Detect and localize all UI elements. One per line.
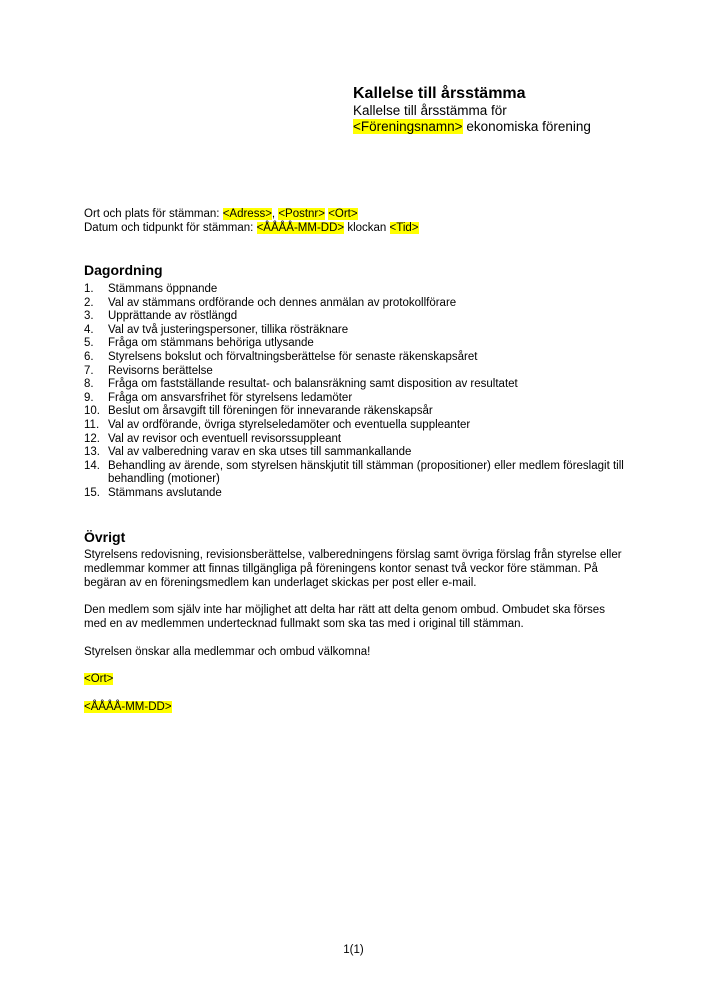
agenda-item-number: 11. — [84, 418, 100, 431]
agenda-item-text: Styrelsens bokslut och förvaltningsberättelse för senaste räkenskapsåret — [108, 350, 478, 363]
agenda-item — [84, 351, 624, 365]
agenda-item — [84, 392, 624, 406]
agenda-item-number: 1. — [84, 283, 94, 295]
agenda-item-number: 10. — [84, 405, 100, 418]
agenda-item — [84, 419, 624, 433]
signature-ort-placeholder: <Ort> — [84, 673, 114, 686]
clock-word: klockan — [344, 222, 390, 234]
agenda-item — [84, 378, 624, 392]
agenda-item — [84, 297, 624, 311]
proxy-paragraph: Den medlem som själv inte har möjlighet att delta har rätt att delta genom ombud. Ombudet ska förses med en av medlemmen undertecknad fullmakt som ska tas med i original till stämman. — [84, 604, 605, 630]
page-number: 1(1) — [343, 944, 364, 956]
agenda-item-number: 6. — [84, 350, 94, 363]
agenda-item-text: Behandling av ärende, som styrelsen hänskjutit till stämman (propositioner) eller medlem föreslagit till behandling (motioner) — [108, 459, 624, 486]
agenda-item-text: Val av revisor och eventuell revisorssuppleant — [108, 432, 342, 445]
meeting-details — [84, 207, 644, 235]
agenda-item-text: Val av valberedning varav en ska utses till sammankallande — [108, 446, 412, 459]
document-title: Kallelse till årsstämma — [353, 85, 526, 102]
agenda-item-text: Fråga om stämmans behöriga utlysande — [108, 337, 314, 350]
meeting-datetime-line — [84, 221, 644, 235]
agenda-item — [84, 310, 624, 324]
agenda-item-number: 4. — [84, 323, 94, 336]
agenda-item-number: 3. — [84, 310, 94, 323]
signature-date-placeholder: <ÅÅÅÅ-MM-DD> — [84, 700, 172, 713]
agenda-item-text: Revisorns berättelse — [108, 364, 213, 377]
time-placeholder: <Tid> — [389, 222, 419, 234]
meeting-place-line — [84, 207, 644, 221]
agenda-item-number: 8. — [84, 378, 94, 391]
agenda-item-text: Fråga om ansvarsfrihet för styrelsens ledamöter — [108, 391, 353, 404]
postnr-placeholder: <Postnr> — [278, 208, 325, 220]
agenda-item-text: Beslut om årsavgift till föreningen för innevarande räkenskapsår — [108, 405, 433, 418]
date-placeholder: <ÅÅÅÅ-MM-DD> — [256, 222, 345, 234]
agenda-item-number: 13. — [84, 446, 100, 459]
place-label: Ort och plats för stämman: — [84, 208, 223, 220]
association-name-placeholder: <Föreningsnamn> — [353, 119, 463, 134]
agenda-item-number: 9. — [84, 391, 94, 404]
agenda-item — [84, 283, 624, 297]
agenda-item-text: Val av två justeringspersoner, tillika rösträknare — [108, 323, 349, 336]
agenda-item-number: 14. — [84, 459, 100, 472]
title-block — [353, 84, 683, 135]
agenda-item-number: 5. — [84, 337, 94, 350]
agenda-item — [84, 365, 624, 379]
agenda-item-text: Stämmans öppnande — [108, 283, 218, 295]
agenda-list — [84, 283, 624, 501]
subtitle-line-2 — [353, 119, 683, 135]
agenda-item-text: Val av stämmans ordförande och dennes anmälan av protokollförare — [108, 296, 457, 309]
comma-separator: , — [271, 208, 279, 220]
agenda-item-number: 2. — [84, 296, 94, 309]
agenda-heading: Dagordning — [84, 262, 163, 278]
agenda-item — [84, 433, 624, 447]
agenda-item — [84, 487, 624, 501]
agenda-item — [84, 405, 624, 419]
agenda-item — [84, 446, 624, 460]
documents-paragraph: Styrelsens redovisning, revisionsberättelse, valberedningens förslag samt övriga förslag från styrelse eller medlemmar kommer att finnas tillgängliga på föreningens kontor senast två veckor före stämman. På begäran av en föreningsmedlem kan underlaget skickas per post eller e-mail. — [84, 549, 622, 589]
agenda-item — [84, 460, 624, 487]
address-placeholder: <Adress> — [222, 208, 272, 220]
other-heading: Övrigt — [84, 529, 126, 545]
signature-ort-line — [84, 673, 629, 687]
datetime-label: Datum och tidpunkt för stämman: — [84, 222, 257, 234]
welcome-paragraph: Styrelsen önskar alla medlemmar och ombud välkomna! — [84, 645, 371, 658]
agenda-item — [84, 337, 624, 351]
agenda-item-text: Val av ordförande, övriga styrelseledamöter och eventuella suppleanter — [108, 418, 471, 431]
agenda-item-text: Upprättande av röstlängd — [108, 310, 238, 323]
agenda-item-text: Fråga om fastställande resultat- och balansräkning samt disposition av resultatet — [108, 378, 518, 391]
agenda-item-number: 12. — [84, 432, 100, 445]
ort-placeholder: <Ort> — [328, 208, 358, 220]
agenda-item — [84, 324, 624, 338]
signature-date-line — [84, 701, 629, 715]
subtitle-suffix: ekonomiska förening — [462, 119, 591, 134]
agenda-item-text: Stämmans avslutande — [108, 486, 222, 499]
other-section — [84, 549, 629, 728]
agenda-item-number: 15. — [84, 486, 100, 499]
subtitle-line-1: Kallelse till årsstämma för — [353, 103, 507, 118]
agenda-item-number: 7. — [84, 364, 94, 377]
